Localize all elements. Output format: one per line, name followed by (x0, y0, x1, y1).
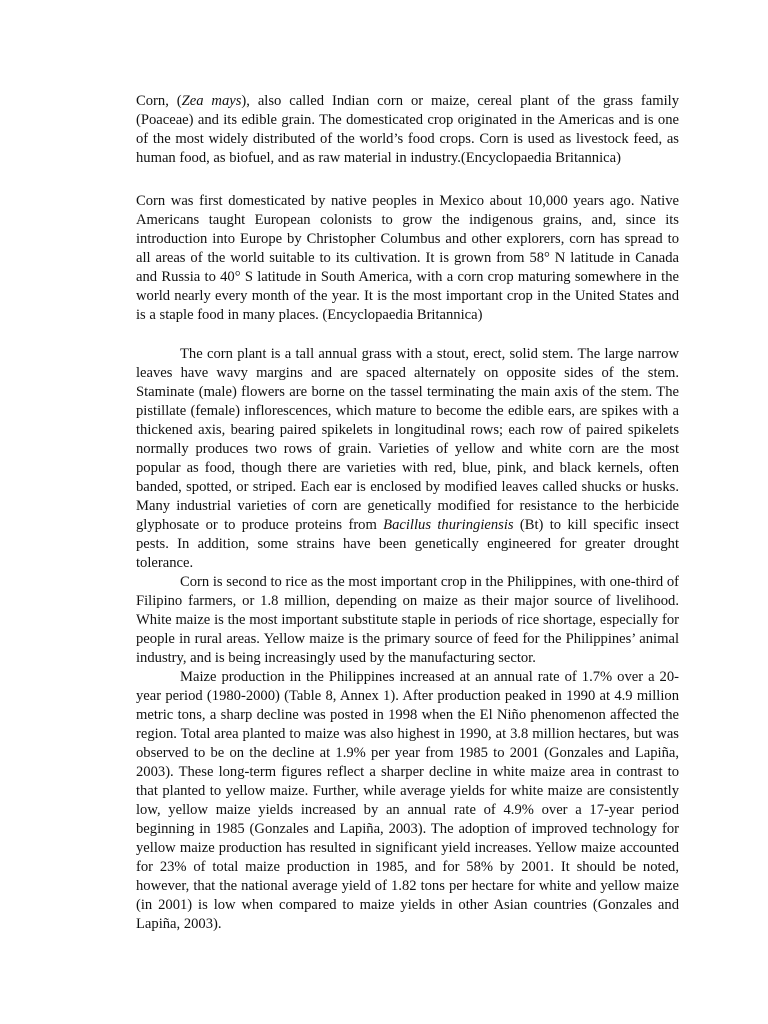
paragraph-3-text-start: The corn plant is a tall annual grass with a stout, erect, solid stem. The large narrow leaves have wavy margins and are spaced alternately on opposite sides of the stem. Staminate (male) flowers are borne on the tassel terminating the main axis of the stem. The pistillate (female) inflorescences, which mature to become the edible ears, are spikes with a thickened axis, bearing paired spikelets in longitudinal rows; each row of paired spikelets normally produces two rows of grain. Varieties of yellow and white corn are the most popular as food, though there are varieties with red, blue, pink, and black kernels, often banded, spotted, or striped. Each ear is enclosed by modified leaves called shucks or husks. Many industrial varieties of corn are genetically modified for resistance to the herbicide glyphosate or to produce proteins from (136, 346, 679, 533)
scientific-name: Zea mays (181, 93, 242, 109)
paragraph-3-text-end: (Bt) to kill specific insect pests. In addition, some strains have been genetically engineered for greater drought tolerance. (136, 517, 679, 571)
paragraph-2: Corn was first domesticated by native peoples in Mexico about 10,000 years ago. Native Americans taught European colonists to grow the indigenous grains, and, since its introduction into Europe by Christopher Columbus and other explorers, corn has spread to all areas of the world suitable to its cultivation. It is grown from 58° N latitude in Canada and Russia to 40° S latitude in South America, with a corn crop maturing somewhere in the world nearly every month of the year. It is the most important crop in the United States and is a staple food in many places. (Encyclopaedia Britannica) (136, 193, 679, 323)
paragraph-3 (136, 345, 679, 573)
paragraph-1 (136, 92, 679, 168)
body-section (136, 345, 679, 934)
paragraph-1-text-end: ), also called Indian corn or maize, cereal plant of the grass family (Poaceae) and its edible grain. The domesticated crop originated in the Americas and is one of the most widely distributed of the world’s food crops. Corn is used as livestock feed, as human food, as biofuel, and as raw material in industry.(Encyclopaedia Britannica) (136, 93, 679, 166)
paragraph-history (136, 192, 679, 325)
paragraph-4: Corn is second to rice as the most important crop in the Philippines, with one-third of Filipino farmers, or 1.8 million, depending on maize as their major source of livelihood. White maize is the most important substitute staple in periods of rice shortage, especially for people in rural areas. Yellow maize is the primary source of feed for the Philippines’ animal industry, and is being increasingly used by the manufacturing sector. (136, 574, 679, 666)
bacterium-name: Bacillus thuringiensis (383, 517, 514, 533)
paragraph-intro (136, 92, 679, 168)
paragraph-1-text-start: Corn, ( (136, 93, 182, 109)
paragraph-5: Maize production in the Philippines increased at an annual rate of 1.7% over a 20-year period (1980-2000) (Table 8, Annex 1). After production peaked in 1990 at 4.9 million metric tons, a sharp decline was posted in 1998 when the El Niño phenomenon affected the region. Total area planted to maize was also highest in 1990, at 3.8 million hectares, but was observed to be on the decline at 1.9% per year from 1985 to 2001 (Gonzales and Lapiña, 2003). These long-term figures reflect a sharper decline in white maize area in contrast to that planted to yellow maize. Further, while average yields for white maize are consistently low, yellow maize yields increased by an annual rate of 4.9% over a 17-year period beginning in 1985 (Gonzales and Lapiña, 2003). The adoption of improved technology for yellow maize production has resulted in significant yield increases. Yellow maize accounted for 23% of total maize production in 1985, and for 58% by 2001. It should be noted, however, that the national average yield of 1.82 tons per hectare for white and yellow maize (in 2001) is low when compared to maize yields in other Asian countries (Gonzales and Lapiña, 2003). (136, 669, 679, 932)
